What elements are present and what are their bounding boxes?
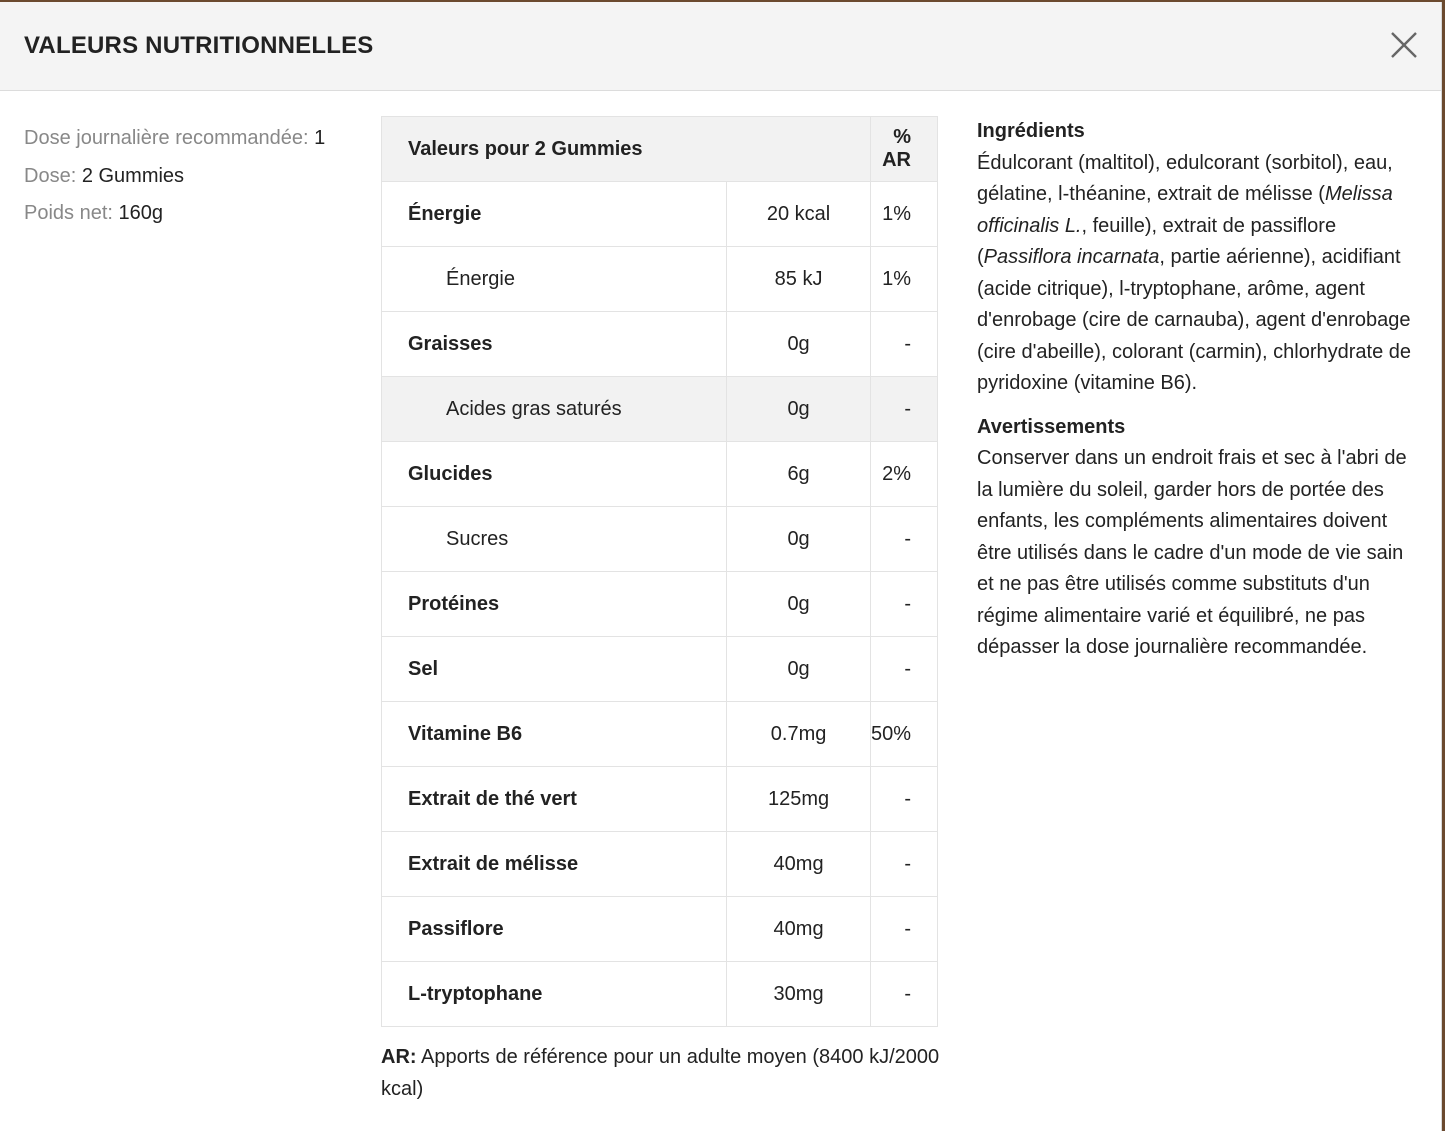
nutrient-value: 85 kJ [727, 247, 871, 312]
nutrient-name: Glucides [382, 442, 727, 507]
nutrition-modal [0, 2, 1442, 1131]
table-row [382, 377, 938, 442]
table-row [382, 247, 938, 312]
table-body [382, 182, 938, 1027]
nutrient-value: 0g [727, 572, 871, 637]
nutrient-ar: - [870, 897, 937, 962]
nutrient-name: Graisses [382, 312, 727, 377]
nutrient-ar: - [870, 572, 937, 637]
ar-footnote [381, 1042, 941, 1105]
table-row [382, 832, 938, 897]
table-row [382, 702, 938, 767]
nutrient-ar: - [870, 832, 937, 897]
ingredients-italic-2: Passiflora incarnata [983, 246, 1160, 268]
daily-dose-line [24, 120, 364, 158]
table-row [382, 767, 938, 832]
nutrient-value: 40mg [727, 897, 871, 962]
close-button[interactable] [1389, 30, 1419, 60]
nutrient-value: 0.7mg [727, 702, 871, 767]
nutrient-name: L-tryptophane [382, 962, 727, 1027]
dose-value: 2 Gummies [81, 164, 185, 187]
ingredients-italic-1: Melissa officinalis L. [977, 183, 1393, 237]
ingredients-part-3: , partie aérienne), acidifiant (acide citrique), l-tryptophane, arôme, agent d'enrobage (cire de carnauba), agent d'enrobage (cire d'abeille), colorant (carmin), chlorhydrate de pyridoxine (vitamine B6). [977, 246, 1411, 394]
table-row [382, 637, 938, 702]
product-details [977, 116, 1417, 676]
table-row [382, 572, 938, 637]
nutrient-value: 6g [727, 442, 871, 507]
dosage-info [24, 120, 364, 233]
nutrient-ar: 1% [870, 247, 937, 312]
table-header-row [382, 117, 938, 182]
warnings-text: Conserver dans un endroit frais et sec à l'abri de la lumière du soleil, garder hors de portée des enfants, les compléments alimentaires doivent être utilisés dans le cadre d'un mode de vie sain et ne pas être utilisés comme substituts d'un régime alimentaire varié et équilibré, ne pas dépasser la dose journalière recommandée. [977, 447, 1407, 658]
nutrient-name: Énergie [382, 182, 727, 247]
nutrient-value: 20 kcal [727, 182, 871, 247]
daily-dose-label: Dose journalière recommandée: [24, 127, 309, 149]
nutrient-value: 40mg [727, 832, 871, 897]
nutrient-ar: - [870, 312, 937, 377]
dose-label: Dose: [24, 164, 77, 187]
table-row [382, 442, 938, 507]
nutrient-name: Passiflore [382, 897, 727, 962]
nutrient-name: Extrait de mélisse [382, 832, 727, 897]
nutrient-name: Vitamine B6 [382, 702, 727, 767]
nutrient-value: 0g [727, 637, 871, 702]
nutrition-table [381, 116, 938, 1027]
nutrient-ar: - [870, 507, 937, 572]
net-weight-value: 160g [118, 202, 164, 224]
net-weight-line [24, 195, 364, 233]
nutrient-name: Énergie [382, 247, 727, 312]
header-serving: Valeurs pour 2 Gummies [382, 117, 871, 182]
table-row [382, 182, 938, 247]
nutrient-ar: 50% [870, 702, 937, 767]
nutrient-name: Acides gras saturés [382, 377, 727, 442]
modal-header [0, 2, 1441, 91]
nutrient-ar: - [870, 377, 937, 442]
nutrient-ar: 2% [870, 442, 937, 507]
table-row [382, 312, 938, 377]
header-ar: % AR [870, 117, 937, 182]
nutrient-ar: 1% [870, 182, 937, 247]
modal-title: VALEURS NUTRITIONNELLES [24, 32, 374, 59]
ingredients-part-1: Édulcorant (maltitol), edulcorant (sorbitol), eau, gélatine, l-théanine, extrait de mélisse ( [977, 151, 1393, 205]
nutrient-ar: - [870, 637, 937, 702]
table-row [382, 962, 938, 1027]
ingredients-text [977, 148, 1417, 400]
dose-line [24, 158, 364, 196]
nutrient-value: 0g [727, 377, 871, 442]
footnote-label: AR: [381, 1046, 417, 1068]
nutrient-value: 125mg [727, 767, 871, 832]
nutrient-value: 30mg [727, 962, 871, 1027]
nutrient-ar: - [870, 962, 937, 1027]
table-row [382, 897, 938, 962]
nutrient-name: Sel [382, 637, 727, 702]
ingredients-title: Ingrédients [977, 120, 1085, 142]
net-weight-label: Poids net: [24, 202, 113, 224]
daily-dose-value: 1 [314, 127, 326, 149]
footnote-text: Apports de référence pour un adulte moyen (8400 kJ/2000 kcal) [381, 1046, 940, 1100]
nutrient-value: 0g [727, 312, 871, 377]
nutrient-name: Protéines [382, 572, 727, 637]
nutrition-table-wrapper [381, 116, 938, 1027]
nutrient-ar: - [870, 767, 937, 832]
warnings-title: Avertissements [977, 415, 1126, 438]
nutrient-value: 0g [727, 507, 871, 572]
table-row [382, 507, 938, 572]
ingredients-part-2: , feuille), extrait de passiflore ( [977, 214, 1337, 268]
nutrient-name: Sucres [382, 507, 727, 572]
nutrient-name: Extrait de thé vert [382, 767, 727, 832]
close-icon [1389, 30, 1419, 60]
